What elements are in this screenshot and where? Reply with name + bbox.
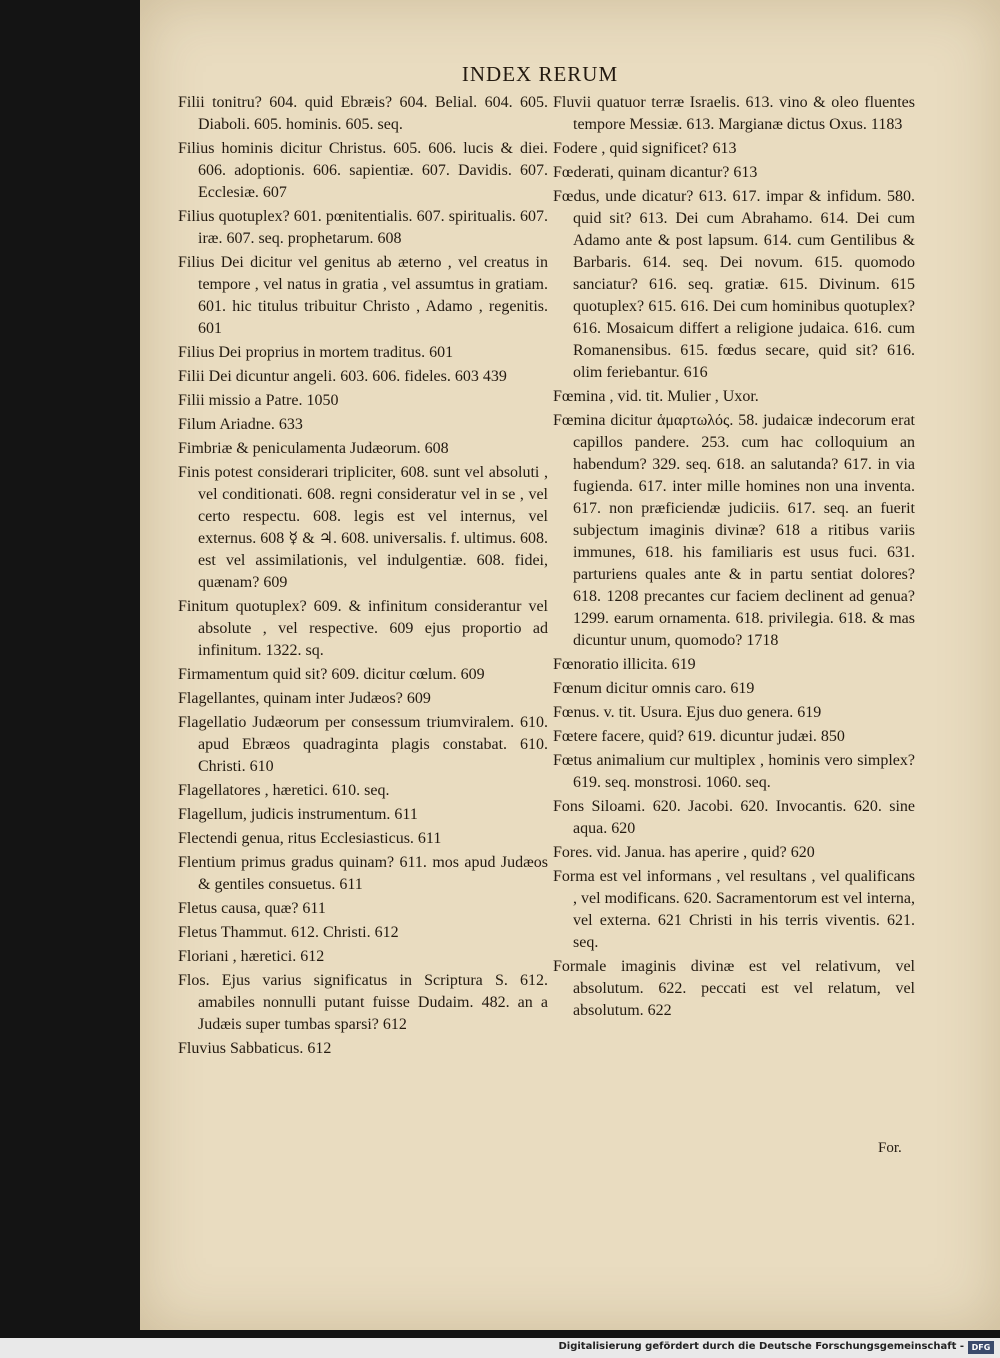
index-entry: Fluvius Sabbaticus. 612 bbox=[178, 1040, 332, 1057]
index-entry: Flectendi genua, ritus Ecclesiasticus. 611 bbox=[178, 830, 442, 847]
index-entry: Forma est vel informans , vel resultans , vel qualificans , vel modificans. 620. Sacramentorum est vel interna, vel externa. 621 Christi in his terris viventis. 621. seq. bbox=[553, 868, 915, 951]
footer-bar bbox=[0, 1338, 1000, 1358]
index-entry: Flagellatores , hæretici. 610. seq. bbox=[178, 782, 390, 799]
index-entry: Fœtus animalium cur multiplex , hominis vero simplex? 619. seq. monstrosi. 1060. seq. bbox=[553, 752, 915, 791]
index-column-left bbox=[178, 92, 548, 1062]
page-header-title: INDEX RERUM bbox=[461, 62, 619, 86]
index-entry: Flagellum, judicis instrumentum. 611 bbox=[178, 806, 418, 823]
index-entry: Fœdus, unde dicatur? 613. 617. impar & infidum. 580. quid sit? 613. Dei cum Abrahamo. 614. Dei cum Adamo ante & post lapsum. 614. cum Gentilibus & Barbaris. 614. seq. Dei novum. 615. quomodo sanciatur? 616. seq. gratiæ. 615. Divinum. 615 quotuplex? 615. 616. Dei cum hominibus quotuplex? 616. Mosaicum differt a religione judaica. 616. cum Romanensibus. 615. fœdus secare, quid sit? 616. olim feriebantur. 616 bbox=[553, 188, 915, 381]
index-entry: Floriani , hæretici. 612 bbox=[178, 948, 325, 965]
index-entry: Flagellatio Judæorum per consessum triumviralem. 610. apud Ebræos quadraginta plagis constabat. 610. Christi. 610 bbox=[178, 714, 548, 775]
index-entry: Fœnoratio illicita. 619 bbox=[553, 656, 696, 673]
index-entry: Fœderati, quinam dicantur? 613 bbox=[553, 164, 758, 181]
index-entry: Fœnus. v. tit. Usura. Ejus duo genera. 619 bbox=[553, 704, 822, 721]
index-entry: Filii tonitru? 604. quid Ebræis? 604. Belial. 604. 605. Diaboli. 605. hominis. 605. seq. bbox=[178, 94, 548, 133]
index-column-right bbox=[553, 92, 915, 1024]
index-entry: Fores. vid. Janua. has aperire , quid? 620 bbox=[553, 844, 815, 861]
index-entry: Fletus causa, quæ? 611 bbox=[178, 900, 326, 917]
index-entry: Formale imaginis divinæ est vel relativum, vel absolutum. 622. peccati est vel relatum, vel absolutum. 622 bbox=[553, 958, 915, 1019]
index-entry: Filii Dei dicuntur angeli. 603. 606. fideles. 603 439 bbox=[178, 368, 507, 385]
index-entry: Filius Dei proprius in mortem traditus. 601 bbox=[178, 344, 454, 361]
footer-credit-text: Digitalisierung gefördert durch die Deutsche Forschungsgemeinschaft - bbox=[558, 1341, 964, 1352]
dfg-logo: DFG bbox=[968, 1341, 994, 1354]
index-entry: Flos. Ejus varius significatus in Scriptura S. 612. amabiles nonnulli putant fuisse Dudaim. 482. an a Judæis super tumbas sparsi? 612 bbox=[178, 972, 548, 1033]
index-entry: Finis potest considerari tripliciter, 608. sunt vel absoluti , vel conditionati. 608. regni consideratur vel in se , vel certo respectu. 608. legis est vel internus, vel externus. 608 ☿ & ♃. 608. universalis. f. ultimus. 608. est vel assimilationis, vel indulgentiæ. 608. fidei, quænam? 609 bbox=[178, 464, 548, 591]
index-entry: Fœmina , vid. tit. Mulier , Uxor. bbox=[553, 388, 759, 405]
index-entry: Firmamentum quid sit? 609. dicitur cœlum. 609 bbox=[178, 666, 485, 683]
index-entry: Fœnum dicitur omnis caro. 619 bbox=[553, 680, 755, 697]
index-entry: Filius quotuplex? 601. pœnitentialis. 607. spiritualis. 607. iræ. 607. seq. prophetarum. 608 bbox=[178, 208, 548, 247]
index-entry: Fodere , quid significet? 613 bbox=[553, 140, 737, 157]
index-entry: Fluvii quatuor terræ Israelis. 613. vino & oleo fluentes tempore Messiæ. 613. Margianæ dictus Oxus. 1183 bbox=[553, 94, 915, 133]
index-entry: Fimbriæ & peniculamenta Judæorum. 608 bbox=[178, 440, 449, 457]
catchword: For. bbox=[878, 1140, 902, 1156]
index-entry: Filius hominis dicitur Christus. 605. 606. lucis & diei. 606. adoptionis. 606. sapientiæ. 607. Davidis. 607. Ecclesiæ. 607 bbox=[178, 140, 548, 201]
index-entry: Fletus Thammut. 612. Christi. 612 bbox=[178, 924, 399, 941]
index-entry: Filius Dei dicitur vel genitus ab æterno , vel creatus in tempore , vel natus in gratia , vel assumtus in gratiam. 601. hic titulus tribuitur Christo , Adamo , regenitis. 601 bbox=[178, 254, 548, 337]
index-entry: Finitum quotuplex? 609. & infinitum considerantur vel absolute , vel respective. 609 ejus proportio ad infinitum. 1322. sq. bbox=[178, 598, 548, 659]
index-entry: Fœmina dicitur ἁμαρτωλός. 58. judaicæ indecorum erat capillos pandere. 253. cum hac colloquium an habendum? 329. seq. 618. an salutanda? 617. in via fugienda. 617. inter mille homines non una inventa. 617. non præficiendæ judiciis. 617. seq. an fuerit subjectum imaginis divinæ? 618 a ritibus variis immunes, 618. his familiaris est usus fuci. 631. parturiens quales ante & in partu sentiat dolores? 618. 1208 precantes cur faciem declinent ad genua? 1299. earum ornamenta. 618. privilegia. 618. & mas dicuntur unum, quomodo? 1718 bbox=[553, 412, 915, 649]
index-entry: Flagellantes, quinam inter Judæos? 609 bbox=[178, 690, 431, 707]
index-entry: Fœtere facere, quid? 619. dicuntur judæi. 850 bbox=[553, 728, 845, 745]
index-entry: Filii missio a Patre. 1050 bbox=[178, 392, 339, 409]
index-entry: Fons Siloami. 620. Jacobi. 620. Invocantis. 620. sine aqua. 620 bbox=[553, 798, 915, 837]
index-entry: Flentium primus gradus quinam? 611. mos apud Judæos & gentiles consuetus. 611 bbox=[178, 854, 548, 893]
index-entry: Filum Ariadne. 633 bbox=[178, 416, 303, 433]
